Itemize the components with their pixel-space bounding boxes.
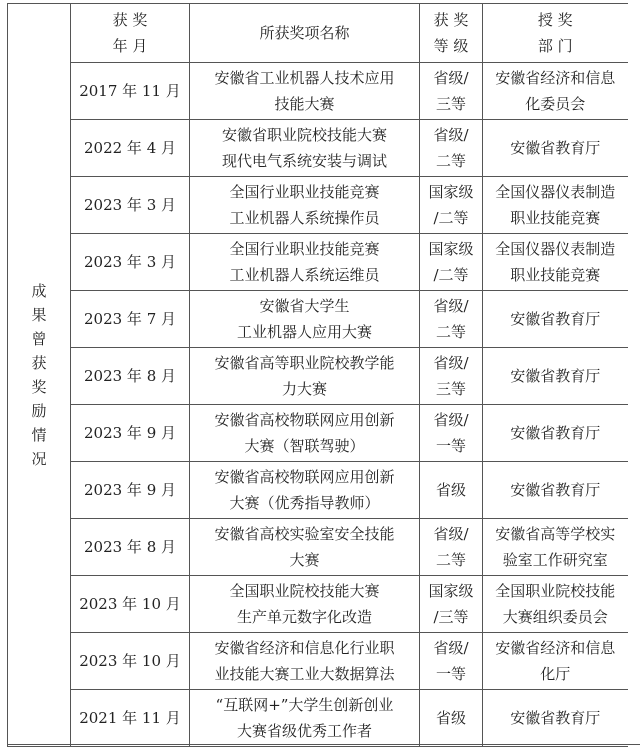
award-level bbox=[420, 177, 483, 234]
header-level-line1: 获 奖 bbox=[433, 11, 469, 29]
award-date bbox=[71, 405, 190, 462]
award-name-line: 技能大赛 bbox=[274, 95, 335, 113]
award-name-line: 工业机器人系统操作员 bbox=[229, 209, 380, 227]
award-level-line: 一等 bbox=[435, 665, 466, 683]
award-dept bbox=[483, 633, 628, 690]
award-dept bbox=[483, 576, 628, 633]
award-name bbox=[190, 120, 420, 177]
award-level bbox=[420, 519, 483, 576]
award-dept bbox=[483, 63, 628, 120]
table-row bbox=[8, 177, 628, 234]
award-level-line: 省级/ bbox=[433, 411, 469, 429]
header-name-text: 所获奖项名称 bbox=[259, 24, 350, 42]
award-name bbox=[190, 462, 420, 519]
award-level-line: 省级/ bbox=[433, 525, 469, 543]
section-label: 成果曾获奖励情况 bbox=[31, 281, 47, 468]
table-row bbox=[8, 405, 628, 462]
award-name bbox=[190, 348, 420, 405]
table-bottom-border bbox=[7, 744, 640, 745]
award-dept-line: 大赛组织委员会 bbox=[502, 608, 608, 626]
award-date bbox=[71, 120, 190, 177]
header-level-line2: 等 级 bbox=[433, 37, 469, 55]
award-dept-line: 全国仪器仪表制造 bbox=[495, 183, 616, 201]
table-row bbox=[8, 348, 628, 405]
award-level-line: /二等 bbox=[433, 209, 469, 227]
award-name bbox=[190, 576, 420, 633]
award-dept-line: 全国仪器仪表制造 bbox=[495, 240, 616, 258]
award-name bbox=[190, 291, 420, 348]
section-label-cell bbox=[8, 4, 71, 747]
award-level bbox=[420, 405, 483, 462]
award-date bbox=[71, 576, 190, 633]
award-date-text: 2023 年 9 月 bbox=[83, 481, 177, 499]
award-date bbox=[71, 633, 190, 690]
award-name-line: 业技能大赛工业大数据算法 bbox=[214, 665, 395, 683]
award-dept-line: 安徽省教育厅 bbox=[510, 310, 601, 328]
award-date-text: 2023 年 7 月 bbox=[83, 310, 177, 328]
award-name bbox=[190, 405, 420, 462]
award-dept bbox=[483, 234, 628, 291]
header-name bbox=[190, 4, 420, 63]
award-name-line: 工业机器人应用大赛 bbox=[236, 323, 372, 341]
award-name-line: 安徽省大学生 bbox=[259, 297, 350, 315]
award-level-line: 省级/ bbox=[433, 69, 469, 87]
award-dept bbox=[483, 291, 628, 348]
award-date bbox=[71, 690, 190, 747]
award-level bbox=[420, 462, 483, 519]
award-date bbox=[71, 291, 190, 348]
award-dept-line: 安徽省教育厅 bbox=[510, 481, 601, 499]
award-level-line: /二等 bbox=[433, 266, 469, 284]
award-level-line: 省级/ bbox=[433, 126, 469, 144]
table-row bbox=[8, 576, 628, 633]
award-level bbox=[420, 576, 483, 633]
award-date-text: 2021 年 11 月 bbox=[79, 709, 181, 727]
table-row bbox=[8, 519, 628, 576]
award-level-line: 省级 bbox=[435, 709, 466, 727]
award-dept-line: 安徽省经济和信息 bbox=[495, 69, 616, 87]
award-date-text: 2023 年 8 月 bbox=[83, 367, 177, 385]
award-level-line: 省级/ bbox=[433, 297, 469, 315]
awards-table bbox=[7, 3, 628, 747]
award-name-line: 全国行业职业技能竞赛 bbox=[229, 183, 380, 201]
award-dept bbox=[483, 348, 628, 405]
award-name-line: 安徽省工业机器人技术应用 bbox=[214, 69, 395, 87]
award-date-text: 2023 年 8 月 bbox=[83, 538, 177, 556]
award-name-line: 安徽省高校物联网应用创新 bbox=[214, 411, 395, 429]
award-level-line: 国家级 bbox=[428, 240, 474, 258]
award-name-line: 大赛（智联驾驶） bbox=[244, 437, 365, 455]
award-level-line: /三等 bbox=[433, 608, 469, 626]
award-dept bbox=[483, 519, 628, 576]
award-date bbox=[71, 234, 190, 291]
award-name-line: 大赛 bbox=[289, 551, 320, 569]
award-level-line: 三等 bbox=[435, 380, 466, 398]
award-dept-line: 全国职业院校技能 bbox=[495, 582, 616, 600]
award-level-line: 二等 bbox=[435, 152, 466, 170]
award-name bbox=[190, 234, 420, 291]
award-name-line: 全国行业职业技能竞赛 bbox=[229, 240, 380, 258]
award-dept-line: 职业技能竞赛 bbox=[510, 266, 601, 284]
award-name-line: 全国职业院校技能大赛 bbox=[229, 582, 380, 600]
header-dept-line2: 部 门 bbox=[537, 37, 573, 55]
award-dept bbox=[483, 462, 628, 519]
award-name-line: 安徽省职业院校技能大赛 bbox=[221, 126, 387, 144]
award-dept bbox=[483, 405, 628, 462]
award-level bbox=[420, 690, 483, 747]
award-level bbox=[420, 633, 483, 690]
table-row bbox=[8, 234, 628, 291]
table-row bbox=[8, 462, 628, 519]
award-date-text: 2023 年 3 月 bbox=[83, 196, 177, 214]
award-level-line: 二等 bbox=[435, 323, 466, 341]
award-level bbox=[420, 234, 483, 291]
header-row bbox=[8, 4, 628, 63]
award-level bbox=[420, 291, 483, 348]
header-dept bbox=[483, 4, 628, 63]
award-dept-line: 安徽省教育厅 bbox=[510, 424, 601, 442]
award-name bbox=[190, 177, 420, 234]
award-name-line: 生产单元数字化改造 bbox=[236, 608, 372, 626]
award-dept bbox=[483, 177, 628, 234]
award-level-line: 国家级 bbox=[428, 582, 474, 600]
table-row bbox=[8, 63, 628, 120]
award-date-text: 2023 年 9 月 bbox=[83, 424, 177, 442]
award-date bbox=[71, 177, 190, 234]
award-name-line: 工业机器人系统运维员 bbox=[229, 266, 380, 284]
award-name-line: 安徽省高等职业院校教学能 bbox=[214, 354, 395, 372]
award-dept-line: 化厅 bbox=[540, 665, 571, 683]
award-level bbox=[420, 63, 483, 120]
award-date-text: 2017 年 11 月 bbox=[79, 82, 181, 100]
award-dept bbox=[483, 690, 628, 747]
award-level-line: 三等 bbox=[435, 95, 466, 113]
award-dept-line: 安徽省教育厅 bbox=[510, 139, 601, 157]
award-dept-line: 安徽省教育厅 bbox=[510, 367, 601, 385]
table-row bbox=[8, 291, 628, 348]
award-level-line: 二等 bbox=[435, 551, 466, 569]
award-date-text: 2023 年 10 月 bbox=[79, 595, 181, 613]
award-date-text: 2022 年 4 月 bbox=[83, 139, 177, 157]
header-level bbox=[420, 4, 483, 63]
award-dept-line: 化委员会 bbox=[525, 95, 586, 113]
header-dept-line1: 授 奖 bbox=[537, 11, 573, 29]
award-name-line: 安徽省高校实验室安全技能 bbox=[214, 525, 395, 543]
award-date bbox=[71, 63, 190, 120]
award-name-line: 安徽省经济和信息化行业职 bbox=[214, 639, 395, 657]
award-level bbox=[420, 348, 483, 405]
award-dept-line: 安徽省经济和信息 bbox=[495, 639, 616, 657]
award-name-line: 力大赛 bbox=[281, 380, 327, 398]
award-name-line: 现代电气系统安装与调试 bbox=[221, 152, 387, 170]
award-name bbox=[190, 633, 420, 690]
award-name bbox=[190, 63, 420, 120]
award-dept-line: 安徽省高等学校实 bbox=[495, 525, 616, 543]
award-level bbox=[420, 120, 483, 177]
award-name-line: “互联网+”大学生创新创业 bbox=[215, 696, 394, 714]
award-level-line: 省级/ bbox=[433, 354, 469, 372]
award-name bbox=[190, 519, 420, 576]
award-level-line: 一等 bbox=[435, 437, 466, 455]
header-date bbox=[71, 4, 190, 63]
table-row bbox=[8, 120, 628, 177]
award-level-line: 国家级 bbox=[428, 183, 474, 201]
award-date-text: 2023 年 10 月 bbox=[79, 652, 181, 670]
table-row bbox=[8, 690, 628, 747]
table-row bbox=[8, 633, 628, 690]
header-date-line2: 年 月 bbox=[112, 37, 148, 55]
header-date-line1: 获 奖 bbox=[112, 11, 148, 29]
award-name bbox=[190, 690, 420, 747]
award-level-line: 省级/ bbox=[433, 639, 469, 657]
award-dept-line: 安徽省教育厅 bbox=[510, 709, 601, 727]
award-dept bbox=[483, 120, 628, 177]
award-date bbox=[71, 348, 190, 405]
award-name-line: 大赛（优秀指导教师） bbox=[229, 494, 380, 512]
award-date bbox=[71, 462, 190, 519]
award-name-line: 大赛省级优秀工作者 bbox=[236, 722, 372, 740]
award-level-line: 省级 bbox=[435, 481, 466, 499]
award-date bbox=[71, 519, 190, 576]
award-dept-line: 职业技能竞赛 bbox=[510, 209, 601, 227]
award-dept-line: 验室工作研究室 bbox=[502, 551, 608, 569]
award-date-text: 2023 年 3 月 bbox=[83, 253, 177, 271]
award-name-line: 安徽省高校物联网应用创新 bbox=[214, 468, 395, 486]
